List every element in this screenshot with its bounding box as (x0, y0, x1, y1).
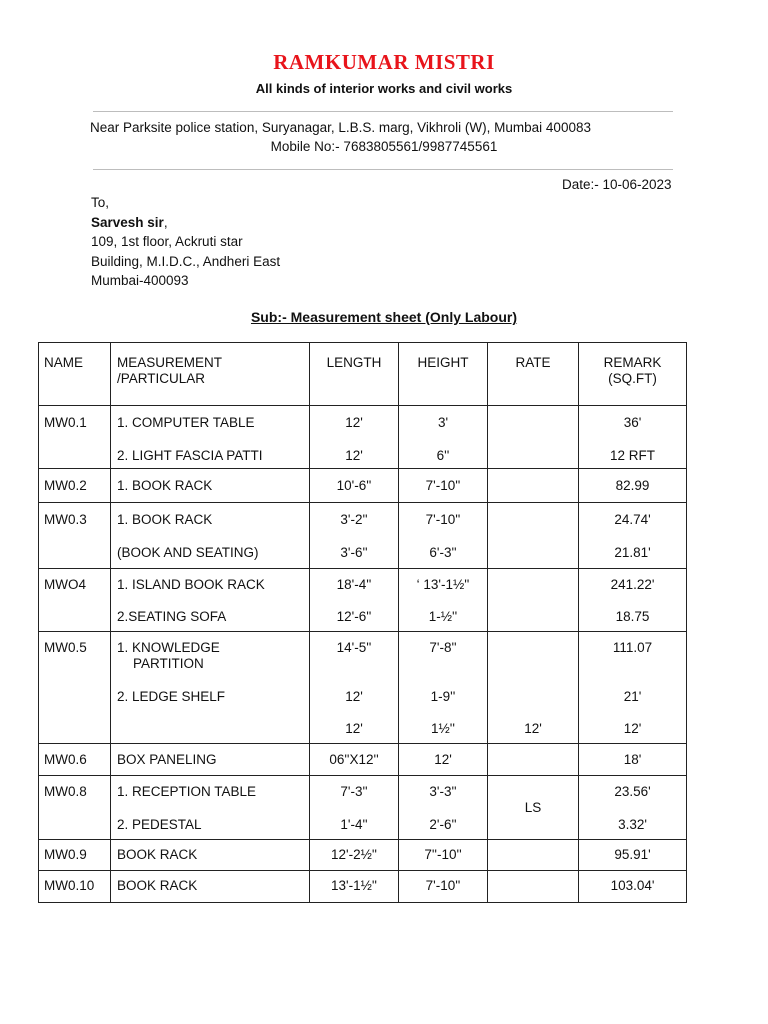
remark-value: 111.07 (612, 640, 653, 655)
length-value: 14'-5'' (336, 640, 372, 655)
row-height (399, 569, 488, 632)
company-mobile: Mobile No:- 7683805561/9987745561 (270, 139, 498, 154)
row-length (310, 503, 399, 569)
length-value: 12' (345, 415, 363, 430)
row-length (310, 569, 399, 632)
row-remark (579, 632, 687, 744)
table-row (39, 632, 687, 744)
recipient-to: To, (91, 195, 110, 210)
row-particular (111, 632, 310, 744)
company-address: Near Parksite police station, Suryanagar, L.B.S. marg, Vikhroli (W), Mumbai 400083 (90, 120, 591, 135)
row-height: 7'-10'' (399, 871, 488, 903)
remark-value: 12 RFT (609, 448, 655, 463)
recipient-address-line3: Mumbai-400093 (91, 273, 189, 288)
height-value: 7'-8'' (429, 640, 457, 655)
row-remark: 95.91' (579, 840, 687, 871)
row-rate (488, 744, 579, 776)
particular-line: PARTITION (133, 656, 204, 671)
header-divider-top (93, 111, 673, 112)
remark-value: 3.32' (618, 817, 647, 832)
row-remark (579, 569, 687, 632)
height-value: 3' (437, 415, 449, 430)
row-particular (111, 503, 310, 569)
particular-line: 2. PEDESTAL (117, 817, 202, 832)
particular-line: 1. ISLAND BOOK RACK (117, 577, 265, 592)
header-particular (111, 343, 310, 406)
header-rate: RATE (488, 343, 579, 406)
particular-line: 1. RECEPTION TABLE (117, 784, 257, 799)
row-rate (488, 569, 579, 632)
length-value: 3'-6'' (340, 545, 368, 560)
header-particular-line1: MEASUREMENT (117, 355, 223, 370)
row-remark (579, 776, 687, 840)
length-value: 3'-2'' (340, 512, 368, 527)
row-remark: 82.99 (579, 469, 687, 503)
row-name: MW0.2 (39, 469, 111, 503)
row-rate (488, 503, 579, 569)
row-length: 13'-1½'' (310, 871, 399, 903)
header-height: HEIGHT (399, 343, 488, 406)
table-row (39, 569, 687, 632)
length-value: 12' (345, 721, 363, 736)
header-particular-line2: /PARTICULAR (117, 371, 206, 386)
table-row (39, 871, 687, 903)
height-value: 1-½'' (428, 609, 458, 624)
particular-line: (BOOK AND SEATING) (117, 545, 259, 560)
recipient-name-line (91, 213, 280, 233)
header-remark (579, 343, 687, 406)
row-remark: 103.04' (579, 871, 687, 903)
recipient-name-suffix: , (163, 214, 168, 230)
measurement-table (38, 342, 687, 903)
header-remark-line2: (SQ.FT) (608, 371, 657, 386)
row-height (399, 406, 488, 469)
row-rate (488, 632, 579, 744)
row-remark (579, 406, 687, 469)
particular-line: 1. KNOWLEDGE (117, 640, 220, 655)
recipient-address-line1: 109, 1st floor, Ackruti star (91, 234, 243, 249)
row-rate (488, 776, 579, 840)
length-value: 1'-4'' (340, 817, 368, 832)
row-name: MWO4 (39, 569, 111, 632)
row-height (399, 503, 488, 569)
recipient-address-line2: Building, M.I.D.C., Andheri East (91, 253, 281, 269)
particular-line: 2. LEDGE SHELF (117, 689, 226, 704)
row-name: MW0.9 (39, 840, 111, 871)
header-name: NAME (39, 343, 111, 406)
row-height: 12' (399, 744, 488, 776)
recipient-name: Sarvesh sir (91, 214, 164, 230)
row-height (399, 776, 488, 840)
height-value: 3'-3'' (429, 784, 457, 799)
company-name: RAMKUMAR MISTRI (273, 50, 495, 74)
row-name: MW0.1 (39, 406, 111, 469)
row-rate (488, 406, 579, 469)
remark-value: 24.74' (614, 512, 651, 527)
row-name: MW0.10 (39, 871, 111, 903)
particular-line: 2.SEATING SOFA (117, 609, 227, 624)
rate-value: 12' (524, 721, 542, 736)
rate-value: LS (524, 800, 542, 815)
table-header-row (39, 343, 687, 406)
row-remark: 18' (579, 744, 687, 776)
row-length: 06''X12'' (310, 744, 399, 776)
row-length: 12'-2½'' (310, 840, 399, 871)
remark-value: 21' (623, 689, 642, 704)
length-value: 12'-6'' (336, 609, 372, 624)
header-divider-bottom (93, 169, 673, 170)
row-particular: BOOK RACK (111, 840, 310, 871)
row-particular (111, 569, 310, 632)
length-value: 12' (345, 689, 363, 704)
table-row (39, 776, 687, 840)
row-length (310, 632, 399, 744)
row-name: MW0.3 (39, 503, 111, 569)
height-value: 1-9'' (430, 689, 456, 704)
row-length (310, 776, 399, 840)
particular-line: 1. BOOK RACK (117, 512, 213, 527)
height-value: 6'-3'' (429, 545, 457, 560)
height-value: 1½'' (431, 721, 455, 736)
table-row (39, 744, 687, 776)
remark-value: 241.22' (610, 577, 655, 592)
table-row (39, 503, 687, 569)
recipient-block (91, 193, 280, 291)
row-particular: 1. BOOK RACK (111, 469, 310, 503)
row-height: 7''-10'' (399, 840, 488, 871)
particular-line: 1. COMPUTER TABLE (117, 415, 255, 430)
table-row (39, 840, 687, 871)
company-tagline: All kinds of interior works and civil works (255, 81, 513, 96)
header-length: LENGTH (310, 343, 399, 406)
height-value: ‘ 13'-1½'' (416, 577, 470, 592)
row-length: 10'-6'' (310, 469, 399, 503)
row-particular: BOOK RACK (111, 871, 310, 903)
row-length (310, 406, 399, 469)
row-particular: BOX PANELING (111, 744, 310, 776)
row-rate (488, 871, 579, 903)
particular-line: 2. LIGHT FASCIA PATTI (117, 448, 263, 463)
row-remark (579, 503, 687, 569)
height-value: 7'-10'' (425, 512, 461, 527)
remark-value: 12' (623, 721, 642, 736)
row-particular (111, 406, 310, 469)
remark-value: 18.75 (615, 609, 650, 624)
row-name: MW0.6 (39, 744, 111, 776)
row-name: MW0.5 (39, 632, 111, 744)
letter-date: Date:- 10-06-2023 (562, 177, 672, 192)
remark-value: 21.81' (614, 545, 651, 560)
row-particular (111, 776, 310, 840)
row-rate (488, 840, 579, 871)
row-height: 7'-10'' (399, 469, 488, 503)
table-row (39, 469, 687, 503)
length-value: 18'-4'' (336, 577, 372, 592)
height-value: 2'-6'' (429, 817, 457, 832)
height-value: 6'' (436, 448, 450, 463)
remark-value: 36' (623, 415, 642, 430)
length-value: 12' (345, 448, 363, 463)
length-value: 7'-3'' (340, 784, 368, 799)
row-height (399, 632, 488, 744)
row-rate (488, 469, 579, 503)
remark-value: 23.56' (614, 784, 651, 799)
table-row (39, 406, 687, 469)
subject-line: Sub:- Measurement sheet (Only Labour) (250, 309, 518, 325)
row-name: MW0.8 (39, 776, 111, 840)
header-remark-line1: REMARK (603, 355, 662, 370)
